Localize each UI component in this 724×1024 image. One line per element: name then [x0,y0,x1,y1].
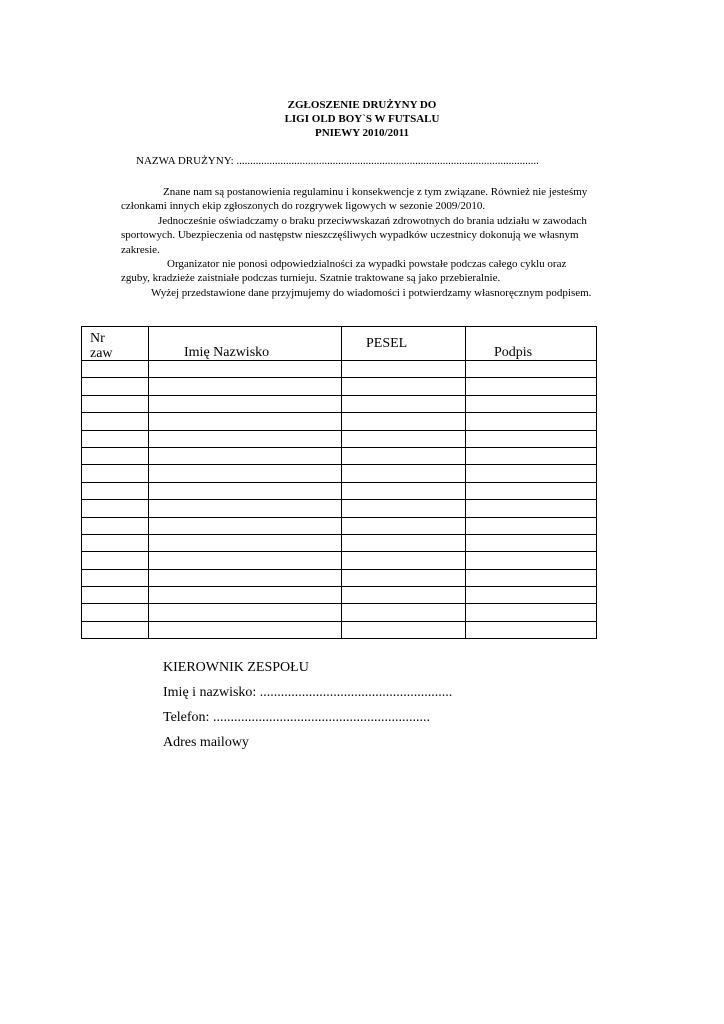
table-row [82,361,597,378]
header-pesel-label: PESEL [366,336,408,351]
table-row [82,395,597,412]
cell-nr [82,447,149,464]
cell-pesel [342,447,466,464]
cell-name [149,447,342,464]
cell-name [149,378,342,395]
cell-name [149,552,342,569]
cell-name [149,604,342,621]
title-line-2: LIGI OLD BOY`S W FUTSALU [284,113,440,125]
paragraph-health: Jednocześnie oświadczamy o braku przeciwwskazań zdrowotnych do brania udziału w zawodach sportowych. Ubezpieczenia od następstw nieszczęśliwych wypadków uczestnicy dokonują we własnym zakresie. [121,214,587,256]
cell-nr [82,395,149,412]
paragraph-regulations: Znane nam są postanowienia regulaminu i konsekwencje z tym związane. Również nie jesteśmy członkami innych ekip zgłoszonych do rozgrywek ligowych w sezonie 2009/2010. [121,186,588,213]
cell-pesel [342,587,466,604]
table-row [82,534,597,551]
document-title [0,98,724,140]
table-row [82,482,597,499]
cell-nr [82,552,149,569]
cell-name [149,587,342,604]
table-row [82,430,597,447]
cell-nr [82,500,149,517]
table-row [82,621,597,638]
cell-nr [82,534,149,551]
cell-name [149,430,342,447]
cell-pesel [342,500,466,517]
cell-name [149,500,342,517]
paragraph-acknowledgement: Wyżej przedstawione dane przyjmujemy do wiadomości i potwierdzamy własnoręcznym podpisem. [151,286,592,299]
cell-name [149,621,342,638]
cell-signature [466,500,597,517]
cell-name [149,534,342,551]
header-cell-name [149,327,342,361]
cell-nr [82,378,149,395]
cell-signature [466,517,597,534]
header-name-label: Imię Nazwisko [184,345,270,360]
table-row [82,378,597,395]
cell-pesel [342,534,466,551]
header-zaw-label: zaw [90,346,113,361]
team-manager-section [163,655,452,755]
cell-pesel [342,604,466,621]
table-row [82,465,597,482]
cell-pesel [342,413,466,430]
cell-signature [466,604,597,621]
cell-pesel [342,465,466,482]
cell-name [149,482,342,499]
cell-signature [466,587,597,604]
title-line-3: PNIEWY 2010/2011 [314,127,409,139]
cell-pesel [342,378,466,395]
cell-signature [466,552,597,569]
cell-pesel [342,361,466,378]
manager-name-field: Imię i nazwisko: ....................................................... [163,685,453,700]
cell-nr [82,621,149,638]
table-row [82,500,597,517]
declaration-text [121,185,596,300]
table-row [82,569,597,586]
header-cell-pesel [342,327,466,361]
cell-signature [466,447,597,464]
cell-name [149,413,342,430]
manager-email-field: Adres mailowy [163,735,249,750]
cell-pesel [342,482,466,499]
table-row [82,587,597,604]
cell-name [149,569,342,586]
cell-pesel [342,569,466,586]
table-row [82,604,597,621]
header-cell-signature [466,327,597,361]
cell-signature [466,413,597,430]
table-row [82,413,597,430]
team-name-field: NAZWA DRUŻYNY: .............................................................................................................. [136,155,539,167]
players-table [81,326,597,639]
cell-nr [82,413,149,430]
cell-pesel [342,517,466,534]
table-header-row [82,327,597,361]
cell-nr [82,604,149,621]
cell-pesel [342,395,466,412]
cell-pesel [342,621,466,638]
manager-heading: KIEROWNIK ZESPOŁU [163,660,309,675]
cell-nr [82,465,149,482]
cell-signature [466,621,597,638]
table-row [82,447,597,464]
title-line-1: ZGŁOSZENIE DRUŻYNY DO [287,99,437,111]
cell-nr [82,361,149,378]
table-row [82,517,597,534]
cell-nr [82,587,149,604]
cell-nr [82,430,149,447]
cell-signature [466,395,597,412]
cell-signature [466,378,597,395]
cell-name [149,465,342,482]
paragraph-organizer: Organizator nie ponosi odpowiedzialności za wypadki powstałe podczas całego cyklu oraz zguby, kradzieże zaistniałe podczas turnieju. Szatnie traktowane są jako przebieralnie. [121,258,567,285]
cell-signature [466,430,597,447]
header-signature-label: Podpis [494,345,533,360]
cell-pesel [342,552,466,569]
cell-signature [466,534,597,551]
cell-nr [82,569,149,586]
cell-signature [466,465,597,482]
cell-name [149,361,342,378]
cell-nr [82,517,149,534]
header-nr-label: Nr [90,331,105,346]
cell-signature [466,482,597,499]
cell-pesel [342,430,466,447]
cell-name [149,517,342,534]
cell-signature [466,569,597,586]
table-row [82,552,597,569]
cell-name [149,395,342,412]
manager-phone-field: Telefon: .............................................................. [163,710,430,725]
cell-nr [82,482,149,499]
cell-signature [466,361,597,378]
header-cell-nr [82,327,149,361]
